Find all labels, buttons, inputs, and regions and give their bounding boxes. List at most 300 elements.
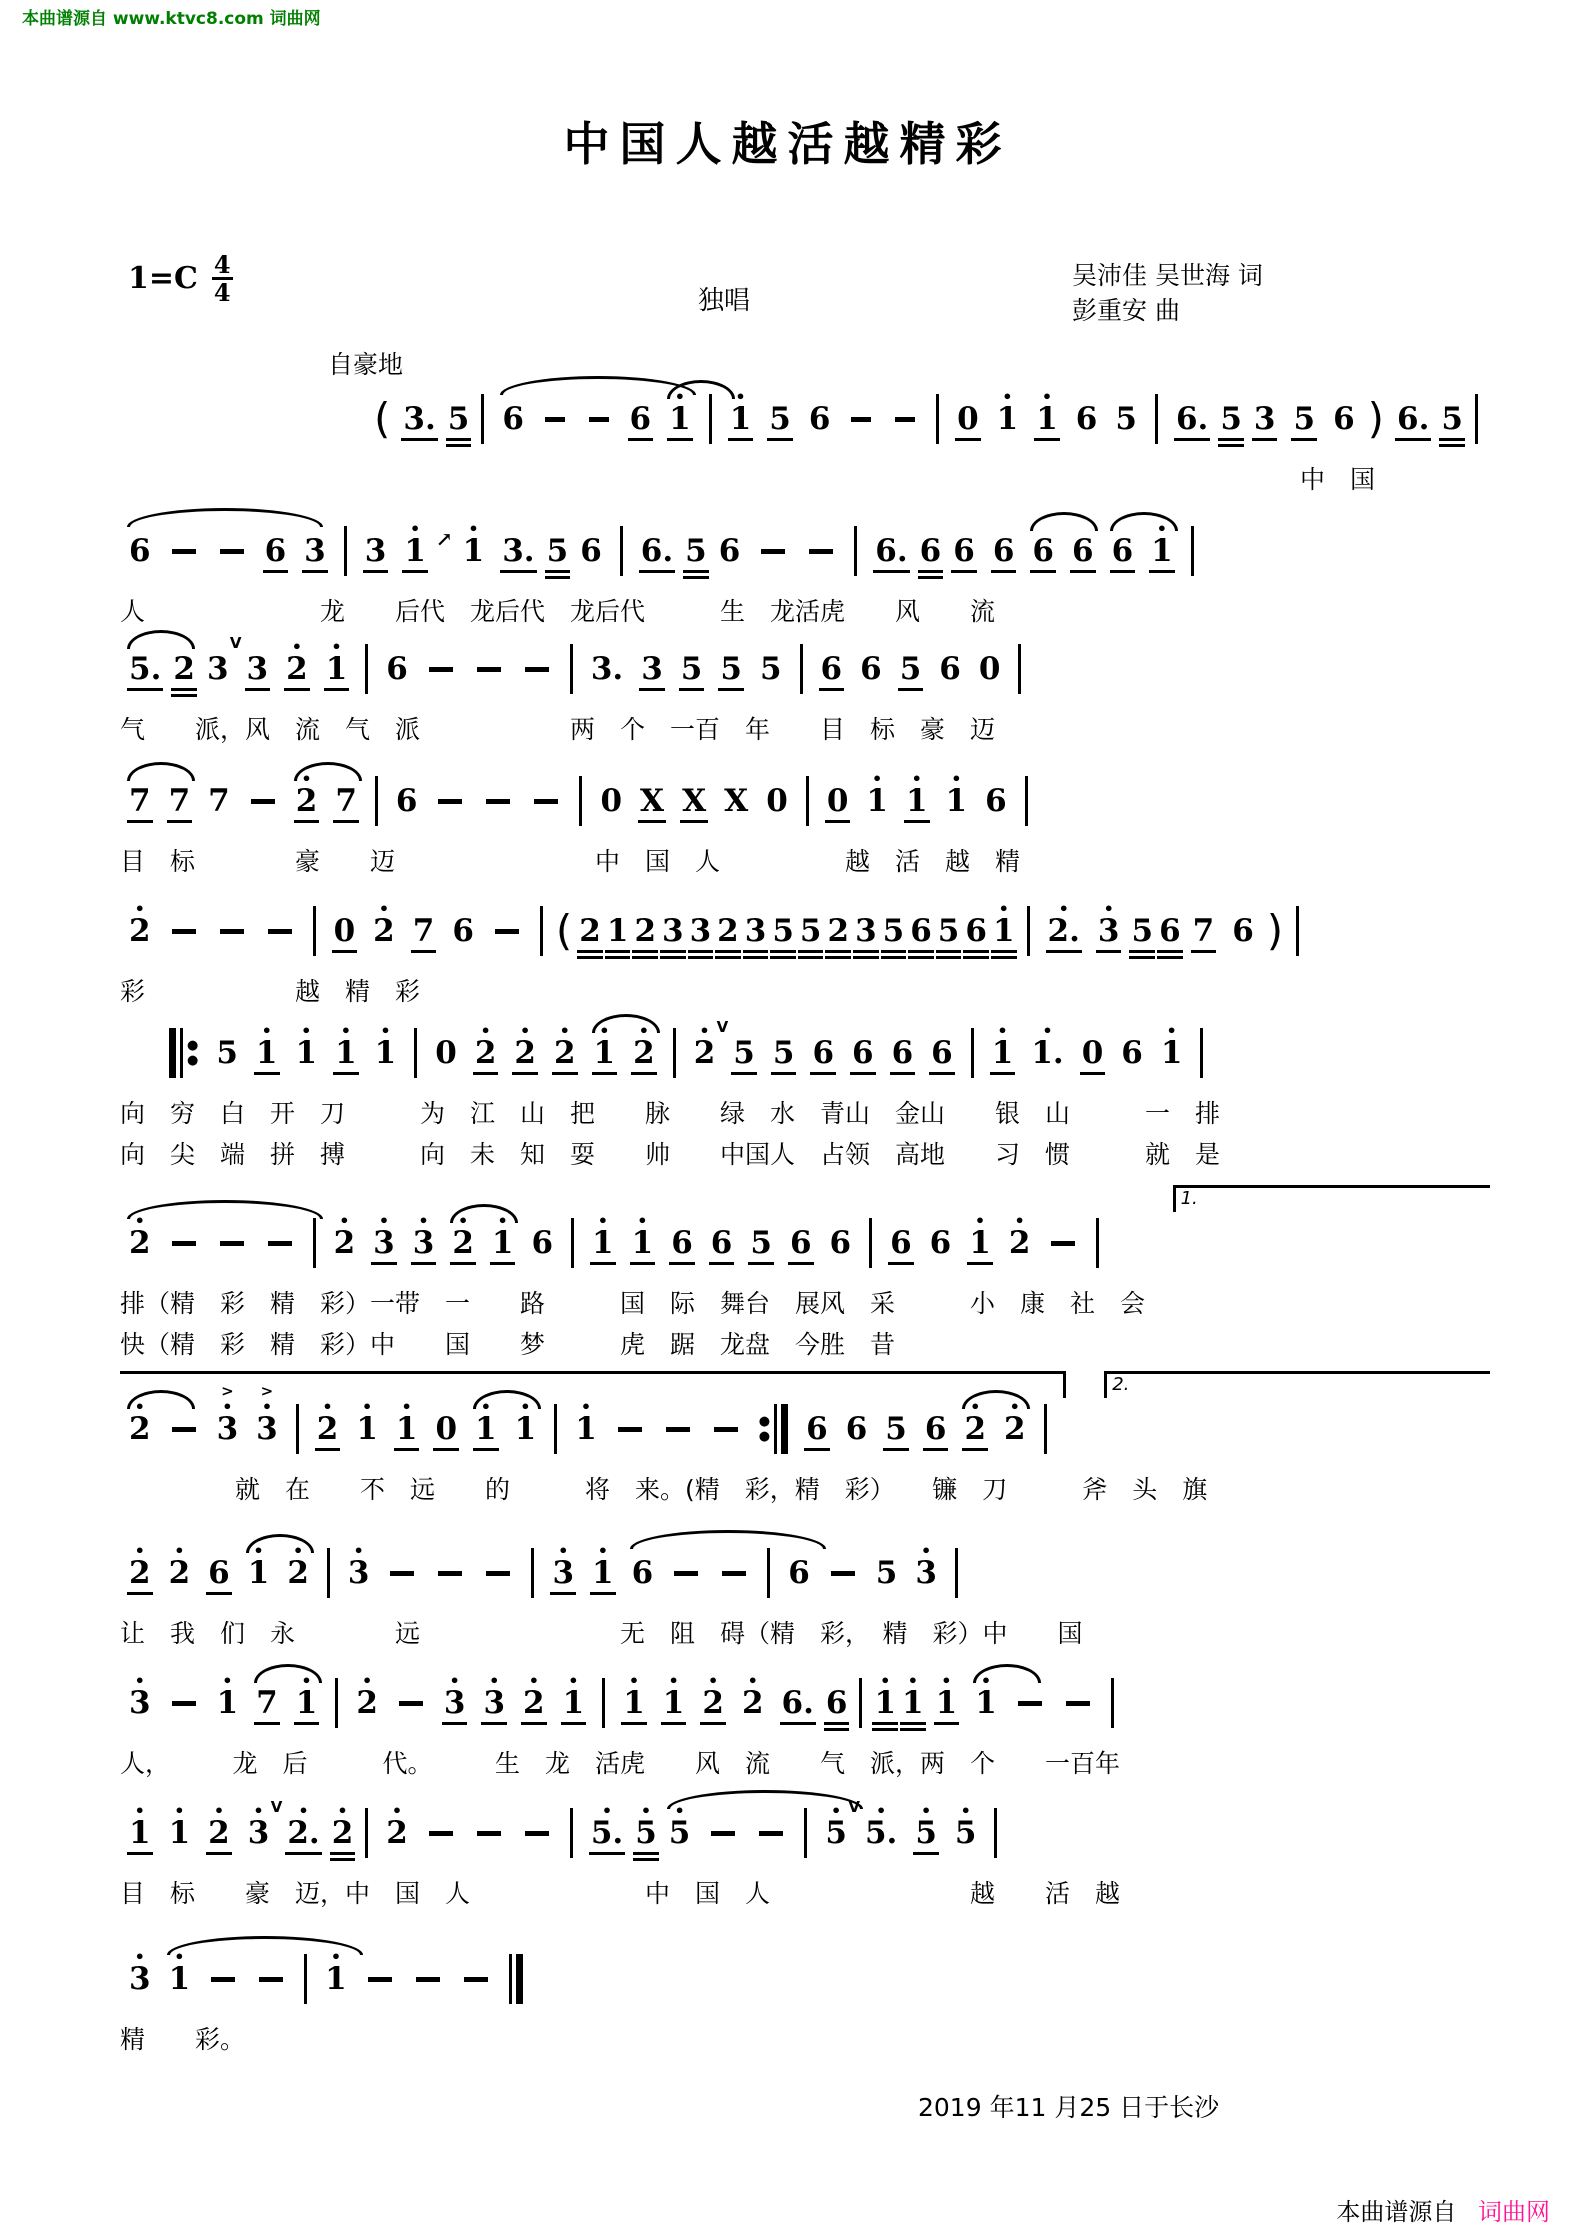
barline-stroke xyxy=(620,526,623,576)
note-token xyxy=(592,1210,614,1261)
note-body: 1 xyxy=(991,1034,1014,1071)
duration-dash xyxy=(809,549,833,554)
note-token xyxy=(641,650,663,687)
top-watermark: 本曲谱源自 www.ktvc8.com 词曲网 xyxy=(22,9,321,29)
music-system xyxy=(120,1667,1487,1780)
note-token xyxy=(129,1210,151,1261)
note-token xyxy=(827,912,850,949)
notation-row xyxy=(120,1017,1487,1089)
note-token xyxy=(168,1800,191,1851)
barline xyxy=(857,1678,864,1728)
note-token xyxy=(953,532,975,569)
octave-dot-above: • xyxy=(735,386,746,406)
note-body: 2 xyxy=(964,1410,987,1447)
note-token xyxy=(826,782,849,819)
barline xyxy=(325,1548,332,1598)
key-label: 1=C xyxy=(128,261,198,297)
octave-dot-above: • xyxy=(480,1020,491,1040)
note-token xyxy=(662,1670,685,1721)
source-site-link[interactable]: 词曲网 xyxy=(1478,2198,1550,2226)
barline-stroke xyxy=(767,1548,770,1598)
note-token xyxy=(685,532,707,569)
octave-dot-above: • xyxy=(134,1670,145,1690)
note-body: 6 xyxy=(919,532,942,569)
octave-dot-above: • xyxy=(261,1020,272,1040)
note-token xyxy=(772,912,794,949)
barline-stroke xyxy=(781,1404,788,1454)
octave-dot-above: • xyxy=(960,1800,971,1820)
note-token xyxy=(864,1800,898,1851)
note-body: 6 xyxy=(890,1224,912,1261)
note-token xyxy=(964,1396,987,1447)
notation-row xyxy=(120,1207,1487,1279)
note-body: 0 xyxy=(957,400,979,437)
octave-dot-above: • xyxy=(213,1800,225,1820)
note-body: 6 xyxy=(860,650,882,687)
octave-dot-above: • xyxy=(597,1210,608,1230)
note-body: 2. xyxy=(1047,912,1080,949)
volta-bracket xyxy=(1173,1185,1490,1212)
song-title: 中国人越活越精彩 xyxy=(563,117,1012,171)
note-token xyxy=(1036,386,1058,437)
octave-dot-above: • xyxy=(876,1800,887,1820)
note-token xyxy=(412,1210,435,1261)
note-token xyxy=(435,1034,457,1071)
octave-dot-above: • xyxy=(1009,1396,1020,1416)
time-denominator: 4 xyxy=(213,278,231,308)
note-body: 2 xyxy=(333,1224,356,1261)
note-token xyxy=(386,650,408,687)
note-body: 1 xyxy=(491,1224,514,1261)
note-token xyxy=(374,1020,397,1071)
barline-stroke xyxy=(854,526,857,576)
note-body: 1 xyxy=(866,782,888,819)
note-body: 1 xyxy=(404,532,426,569)
note-token xyxy=(216,1670,239,1721)
note-token xyxy=(333,912,356,949)
note-token xyxy=(931,1034,953,1071)
note-body: 1 xyxy=(395,1410,418,1447)
note-body: 5 xyxy=(720,650,742,687)
octave-dot-above: • xyxy=(222,1396,233,1416)
note-token xyxy=(724,782,749,819)
note-body: 3 xyxy=(247,1814,270,1851)
barline-stroke xyxy=(1200,1028,1203,1078)
barline-stroke xyxy=(1155,394,1158,444)
barline xyxy=(538,906,545,956)
note-body: 7 xyxy=(412,912,435,949)
repeat-barline xyxy=(167,1028,200,1078)
note-body: 1 xyxy=(1036,400,1058,437)
barline xyxy=(1094,1218,1101,1268)
note-token xyxy=(759,650,782,687)
duration-dash xyxy=(495,929,519,934)
note-body: 6. xyxy=(640,532,674,569)
note-body: 5 xyxy=(1131,912,1154,949)
note-token xyxy=(788,1554,810,1591)
octave-dot-above: • xyxy=(331,636,342,656)
note-token xyxy=(1397,400,1430,437)
octave-dot-above: • xyxy=(1014,1210,1025,1230)
duration-dash xyxy=(851,417,871,422)
note-token xyxy=(580,532,602,569)
music-system xyxy=(120,1017,1487,1171)
note-body: 2 xyxy=(1008,1224,1031,1261)
duration-dash xyxy=(268,929,292,934)
note-body: 5 xyxy=(772,912,794,949)
octave-dot-above: • xyxy=(301,1670,312,1690)
note-body: 1 xyxy=(729,400,752,437)
octave-dot-above: • xyxy=(640,1800,652,1820)
barline-stroke xyxy=(313,1218,316,1268)
barline-stroke xyxy=(554,1404,557,1454)
note-body: 5 xyxy=(447,400,470,437)
note-token xyxy=(129,782,151,819)
note-body: 3 xyxy=(483,1684,506,1721)
barline-stroke xyxy=(304,1954,307,2004)
barline xyxy=(953,1548,960,1598)
note-body: 3 xyxy=(443,1684,466,1721)
barline-stroke xyxy=(806,776,809,826)
voice-label: 独唱 xyxy=(698,286,751,316)
note-token xyxy=(395,782,418,819)
note-body: 2 xyxy=(129,912,151,949)
barline-stroke xyxy=(1096,1218,1099,1268)
note-token xyxy=(640,782,665,819)
barline-stroke xyxy=(1025,776,1028,826)
note-body: 1 xyxy=(975,1684,997,1721)
note-token xyxy=(682,782,707,819)
note-token xyxy=(316,1396,339,1447)
note-token xyxy=(631,1554,654,1591)
note-body: 2 xyxy=(373,912,395,949)
note-token xyxy=(882,912,905,949)
notation-row xyxy=(120,633,1487,705)
octave-dot-above: • xyxy=(1041,386,1053,406)
note-token xyxy=(905,768,928,819)
octave-dot-above: • xyxy=(747,1670,758,1690)
note-token xyxy=(875,532,908,569)
barline xyxy=(569,1218,576,1268)
barline-stroke xyxy=(516,1954,523,2004)
note-token xyxy=(1333,400,1355,437)
octave-dot-above: • xyxy=(261,1396,273,1416)
note-token xyxy=(875,1554,898,1591)
note-body: 5 xyxy=(772,1034,795,1071)
barline-stroke xyxy=(375,776,378,826)
note-token xyxy=(910,912,932,949)
note-token xyxy=(255,1020,278,1071)
note-body: 2 xyxy=(129,1224,151,1261)
note-body: X xyxy=(640,782,665,819)
note-token xyxy=(129,1396,151,1447)
note-body: 1 xyxy=(475,1410,497,1447)
note-body: 2 xyxy=(702,1684,724,1721)
barline-stroke xyxy=(1111,1678,1114,1728)
note-token xyxy=(129,1540,151,1591)
note-token xyxy=(954,1800,977,1851)
note-token xyxy=(799,912,822,949)
octave-dot-above: • xyxy=(951,768,962,788)
accent-mark: > xyxy=(260,1381,274,1400)
repeat-dots xyxy=(187,1039,198,1067)
barline-stroke xyxy=(774,1404,777,1454)
note-token xyxy=(168,1540,191,1591)
note-token xyxy=(992,532,1015,569)
note-body: 2 xyxy=(693,1034,716,1071)
note-token xyxy=(899,650,922,687)
note-body: 3 xyxy=(744,912,767,949)
octave-dot-above: • xyxy=(708,1670,719,1690)
note-body: 5 xyxy=(875,1554,898,1591)
note-body: 6 xyxy=(808,400,831,437)
octave-dot-above: • xyxy=(134,1540,145,1560)
note-body: 2 xyxy=(129,1410,151,1447)
note-token xyxy=(335,1020,357,1071)
notation-row xyxy=(120,383,1487,455)
octave-dot-above: • xyxy=(1166,1020,1177,1040)
bottom-watermark-prefix: 本曲谱源自 xyxy=(1336,2198,1457,2226)
note-body: 2 xyxy=(386,1814,408,1851)
note-token xyxy=(957,400,979,437)
note-token xyxy=(1293,400,1316,437)
note-body: 2 xyxy=(168,1554,191,1591)
time-numerator: 4 xyxy=(213,250,231,279)
note-token xyxy=(364,532,387,569)
barline-stroke xyxy=(481,394,484,444)
note-body: 1 xyxy=(669,400,691,437)
duration-dash xyxy=(486,799,510,804)
barline xyxy=(867,1218,874,1268)
note-token xyxy=(531,1224,554,1261)
octave-dot-above: • xyxy=(520,1396,531,1416)
note-body: 6 xyxy=(1111,532,1134,569)
note-token xyxy=(295,768,318,819)
music-system xyxy=(120,383,1487,496)
note-token xyxy=(1075,400,1098,437)
duration-dash xyxy=(674,1571,698,1576)
note-token xyxy=(435,1410,458,1447)
note-body: 6 xyxy=(452,912,474,949)
octave-dot-above: • xyxy=(337,1800,348,1820)
note-body: 7 xyxy=(335,782,357,819)
octave-dot-above: • xyxy=(409,518,421,538)
note-token xyxy=(874,1670,897,1721)
octave-dot-above: • xyxy=(668,1670,679,1690)
barline xyxy=(1042,1404,1049,1454)
octave-dot-above: • xyxy=(449,1670,460,1690)
note-token xyxy=(935,1670,958,1721)
duration-dash xyxy=(761,549,785,554)
octave-dot-above: • xyxy=(1042,1020,1053,1040)
note-body: 5 xyxy=(680,650,703,687)
duration-dash xyxy=(1066,1701,1090,1706)
note-token xyxy=(1159,912,1181,949)
barline xyxy=(992,1808,999,1858)
duration-dash xyxy=(477,667,501,672)
note-body: 1 xyxy=(623,1684,645,1721)
note-token xyxy=(996,386,1019,437)
barline-stroke xyxy=(936,394,939,444)
duration-dash xyxy=(525,667,549,672)
note-body: 7 xyxy=(256,1684,278,1721)
volta-bracket xyxy=(1104,1371,1490,1398)
slur-arc xyxy=(127,1200,323,1219)
notation-row xyxy=(120,765,1487,837)
note-token xyxy=(1008,1210,1031,1261)
barline-stroke xyxy=(344,526,347,576)
duration-dash xyxy=(259,1977,283,1982)
octave-dot-above: • xyxy=(580,1396,592,1416)
note-body: 6. xyxy=(1175,400,1209,437)
duration-dash xyxy=(486,1571,510,1576)
barline xyxy=(363,644,370,694)
barline-stroke xyxy=(859,1678,862,1728)
note-body: 1 xyxy=(514,1410,537,1447)
note-token xyxy=(356,1396,378,1447)
octave-dot-above: • xyxy=(601,1800,613,1820)
note-token xyxy=(729,386,752,437)
repeat-dot: ● xyxy=(187,1053,199,1068)
lyrics-line: 精 彩。 xyxy=(120,2025,246,2054)
note-body: 6 xyxy=(502,400,524,437)
note-body: 5 xyxy=(915,1814,937,1851)
note-body: 1 xyxy=(592,1224,614,1261)
note-token xyxy=(208,1800,230,1851)
note-token xyxy=(562,1670,585,1721)
note-body: 1 xyxy=(562,1684,585,1721)
note-token xyxy=(386,1800,408,1851)
duration-dash xyxy=(220,1241,244,1246)
notation-row xyxy=(120,895,1487,967)
octave-dot-above: • xyxy=(301,1020,312,1040)
note-token xyxy=(741,1670,764,1721)
note-token xyxy=(1032,532,1054,569)
note-token xyxy=(885,1410,907,1447)
note-token xyxy=(129,1946,151,1997)
note-body: 6 xyxy=(788,1554,810,1591)
lyrics-line: 气 派，风 流 气 派 两 个 一百 年 目 标 豪 迈 xyxy=(120,715,996,744)
note-token xyxy=(553,1020,576,1071)
duration-dash xyxy=(477,1831,501,1836)
note-body: 2 xyxy=(741,1684,764,1721)
note-token xyxy=(168,1946,191,1997)
octave-dot-above: • xyxy=(674,386,686,406)
note-token xyxy=(287,1800,320,1851)
repeat-dot: ● xyxy=(187,1038,199,1053)
octave-dot-above: • xyxy=(1002,386,1013,406)
note-token xyxy=(766,782,788,819)
duration-dash xyxy=(172,549,196,554)
note-body: 6 xyxy=(580,532,602,569)
note-body: 7 xyxy=(1192,912,1215,949)
barline-stroke xyxy=(414,1028,417,1078)
note-body: 1 xyxy=(935,1684,958,1721)
note-body: 6 xyxy=(985,782,1007,819)
octave-dot-above: • xyxy=(568,1670,579,1690)
note-body: 2 xyxy=(633,1034,655,1071)
barline-stroke xyxy=(673,1028,676,1078)
breath-mark: V xyxy=(229,633,242,652)
composer-credit: 彭重安 曲 xyxy=(1072,296,1180,325)
slur-arc xyxy=(630,1530,826,1549)
note-token xyxy=(750,1224,772,1261)
barline xyxy=(707,394,714,444)
lyrics-line: 目 标 豪 迈，中 国 人 中 国 人 越 活 越 xyxy=(120,1879,1121,1908)
note-body: 5 xyxy=(825,1814,847,1851)
key-time-signature xyxy=(128,250,233,308)
barline-stroke xyxy=(709,394,712,444)
octave-dot-above: • xyxy=(134,1946,145,1966)
note-token xyxy=(129,1800,151,1851)
note-body: 2 xyxy=(316,1410,339,1447)
barline-stroke xyxy=(531,1548,534,1598)
octave-dot-above: • xyxy=(134,1800,145,1820)
note-token xyxy=(475,1396,497,1447)
octave-dot-above: • xyxy=(637,1210,648,1230)
note-token xyxy=(443,1670,466,1721)
note-body: 7 xyxy=(129,782,151,819)
octave-dot-above: • xyxy=(340,1020,351,1040)
note-token xyxy=(295,1020,318,1071)
note-body: 3 xyxy=(915,1554,937,1591)
note-body: 6 xyxy=(671,1224,693,1261)
slur-arc xyxy=(127,630,195,649)
note-token xyxy=(825,1797,860,1851)
note-body: 1 xyxy=(905,782,928,819)
note-token xyxy=(295,1670,318,1721)
duration-dash xyxy=(416,1977,440,1982)
note-token xyxy=(1253,400,1276,437)
note-token xyxy=(744,912,767,949)
note-body: 6 xyxy=(718,532,741,569)
repeat-barline xyxy=(757,1404,790,1454)
note-token xyxy=(1175,400,1209,437)
note-body: 6 xyxy=(812,1034,835,1071)
note-body: 2 xyxy=(553,1034,576,1071)
music-system xyxy=(120,1537,1487,1650)
note-token xyxy=(902,1670,924,1721)
note-body: 2 xyxy=(579,912,601,949)
note-token xyxy=(717,912,739,949)
note-body: 2 xyxy=(717,912,739,949)
note-body: 1 xyxy=(969,1224,991,1261)
note-token xyxy=(1081,1034,1104,1071)
music-system xyxy=(120,1797,1487,1910)
note-token xyxy=(781,1684,814,1721)
note-token xyxy=(1220,400,1242,437)
note-body: 3. xyxy=(590,650,624,687)
duration-dash xyxy=(429,667,453,672)
barline-stroke xyxy=(1191,526,1194,576)
note-token xyxy=(915,1540,937,1591)
note-body: 6. xyxy=(1397,400,1430,437)
duration-dash xyxy=(895,417,915,422)
duration-dash xyxy=(534,799,558,804)
octave-dot-above: • xyxy=(997,1020,1008,1040)
note-token xyxy=(720,650,742,687)
note-token xyxy=(1111,532,1134,569)
duration-dash xyxy=(464,1977,488,1982)
barline-stroke xyxy=(571,1218,574,1268)
octave-dot-above: • xyxy=(970,1396,981,1416)
note-body: 1 xyxy=(902,1684,924,1721)
note-body: 6 xyxy=(1159,912,1181,949)
note-body: 5 xyxy=(635,1814,657,1851)
note-token xyxy=(866,768,888,819)
note-token xyxy=(891,1034,914,1071)
note-body: 6 xyxy=(820,650,843,687)
